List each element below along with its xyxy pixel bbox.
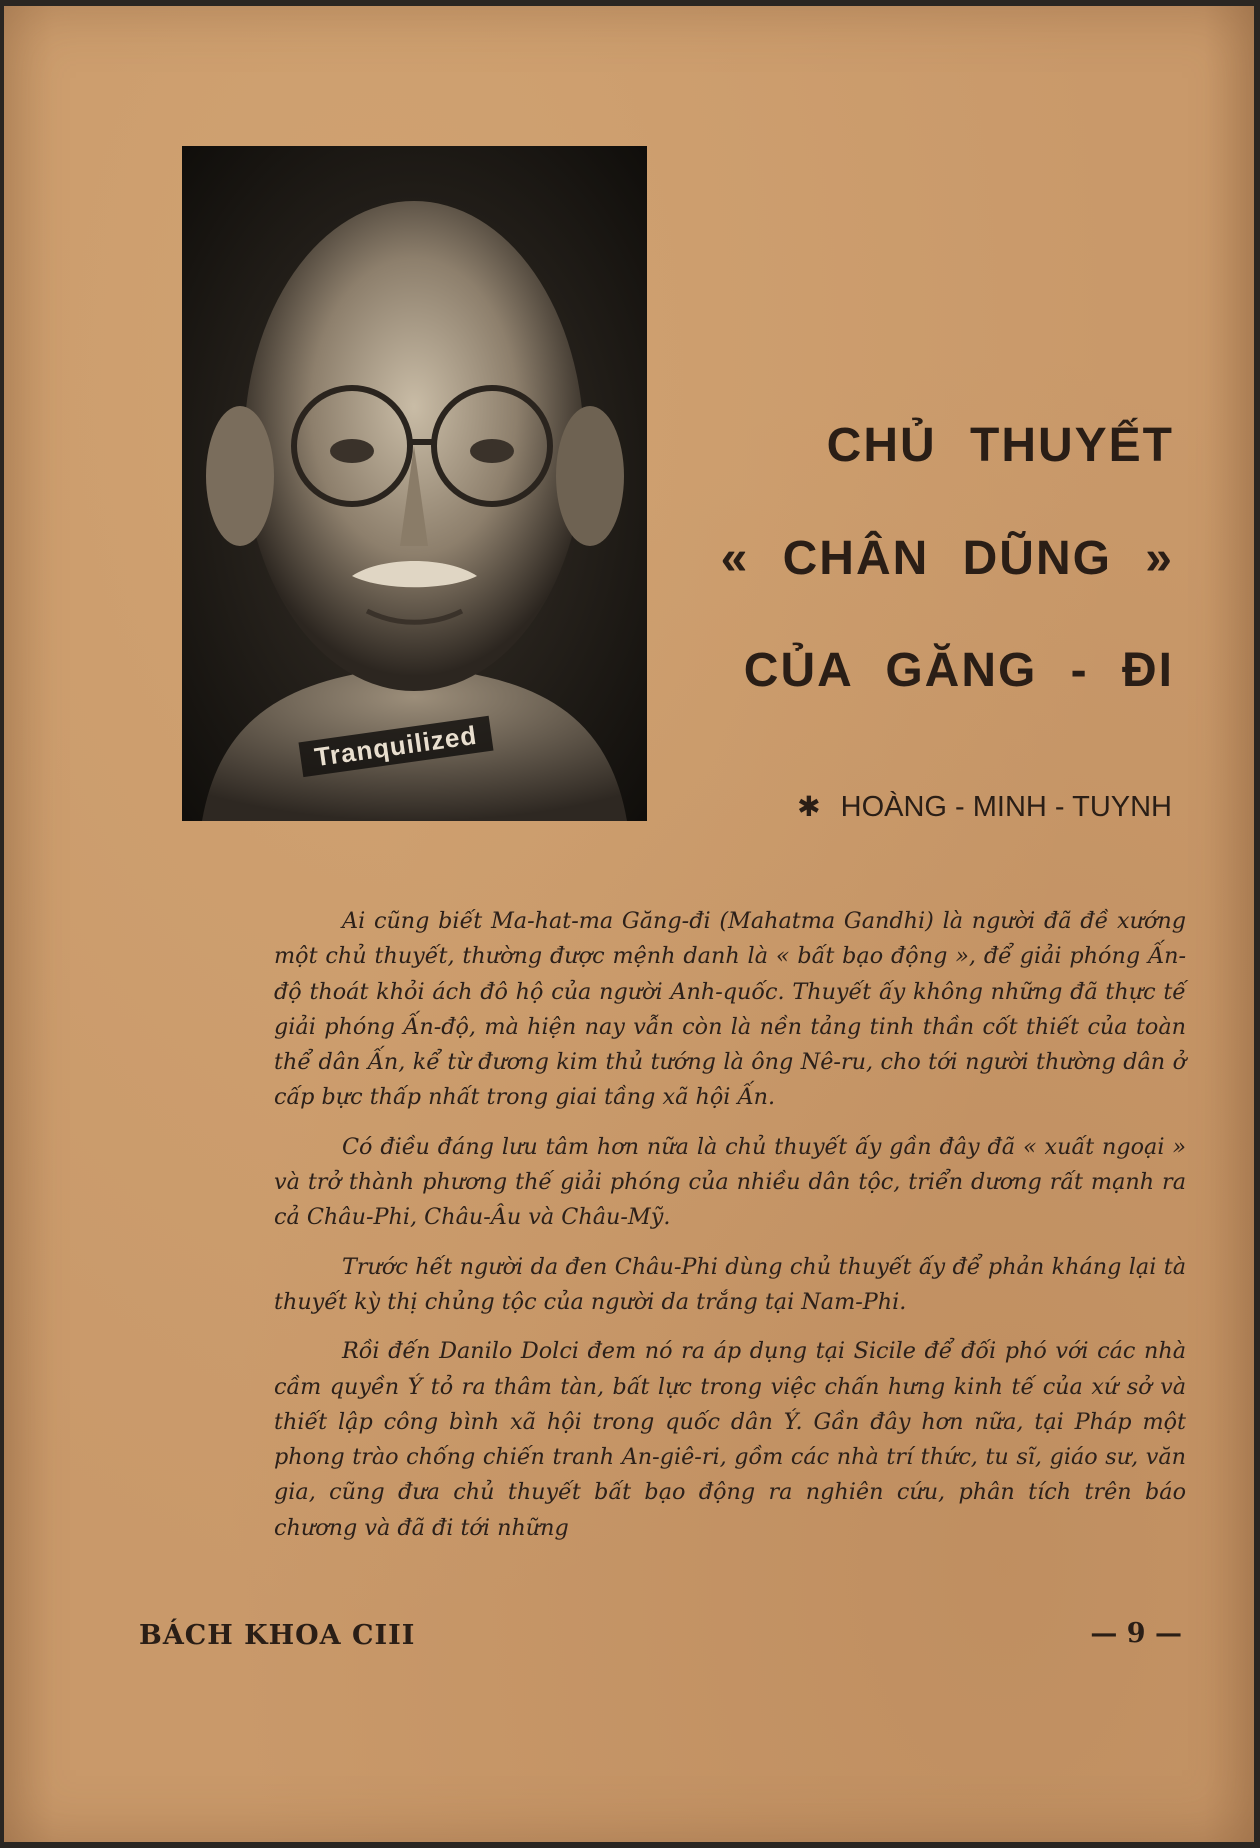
portrait-photo [182,146,647,821]
author-byline [797,790,1172,824]
paragraph: Rồi đến Danilo Dolci đem nó ra áp dụng tại Sicile để đối phó với các nhà cầm quyền Ý tỏ ra thâm tàn, bất lực trong việc chấn hưng kinh tế của xứ sở và thiết lập công bình xã hội trong quốc dân Ý. Gần đây hơn nữa, tại Pháp một phong trào chống chiến tranh An-giê-ri, gồm các nhà trí thức, tu sĩ, giáo sư, văn gia, cũng đưa chủ thuyết bất bạo động ra nghiên cứu, phân tích trên báo chương và đã đi tới những [274,1338,1186,1541]
photo-caption: Tranquilized [298,716,493,777]
article-title-line-3: CỦA GĂNG - ĐI [743,644,1174,697]
gandhi-portrait-image [182,146,647,821]
article-title-line-1: CHỦ THUYẾT [826,419,1174,472]
publication-name: BÁCH KHOA CIII [139,1620,416,1651]
paragraph: Có điều đáng lưu tâm hơn nữa là chủ thuyết ấy gần đây đã « xuất ngoại » và trở thành phương thế giải phóng của nhiều dân tộc, triển dương rất mạnh ra cả Châu-Phi, Châu-Âu và Châu-Mỹ. [274,1133,1186,1231]
article-body [274,904,1186,1560]
page-number: — 9 — [1090,1618,1182,1649]
article-title-line-2: « CHÂN DŨNG » [720,532,1174,585]
magazine-page [4,6,1254,1842]
paragraph: Ai cũng biết Ma-hat-ma Găng-đi (Mahatma Gandhi) là người đã đề xướng một chủ thuyết, thường được mệnh danh là « bất bạo động », để giải phóng Ấn-độ thoát khỏi ách đô hộ của người Anh-quốc. Thuyết ấy không những đã thực tế giải phóng Ấn-độ, mà hiện nay vẫn còn là nền tảng tinh thần cốt thiết của toàn thể dân Ấn, kể từ đương kim thủ tướng là ông Nê-ru, cho tới người thường dân ở cấp bực thấp nhất trong giai tầng xã hội Ấn. [274,908,1186,1111]
paragraph: Trước hết người da đen Châu-Phi dùng chủ thuyết ấy để phản kháng lại tà thuyết kỳ thị chủng tộc của người da trắng tại Nam-Phi. [274,1253,1186,1315]
asterisk-icon: ✱ [797,791,821,822]
author-name: HOÀNG - MINH - TUYNH [840,791,1172,823]
